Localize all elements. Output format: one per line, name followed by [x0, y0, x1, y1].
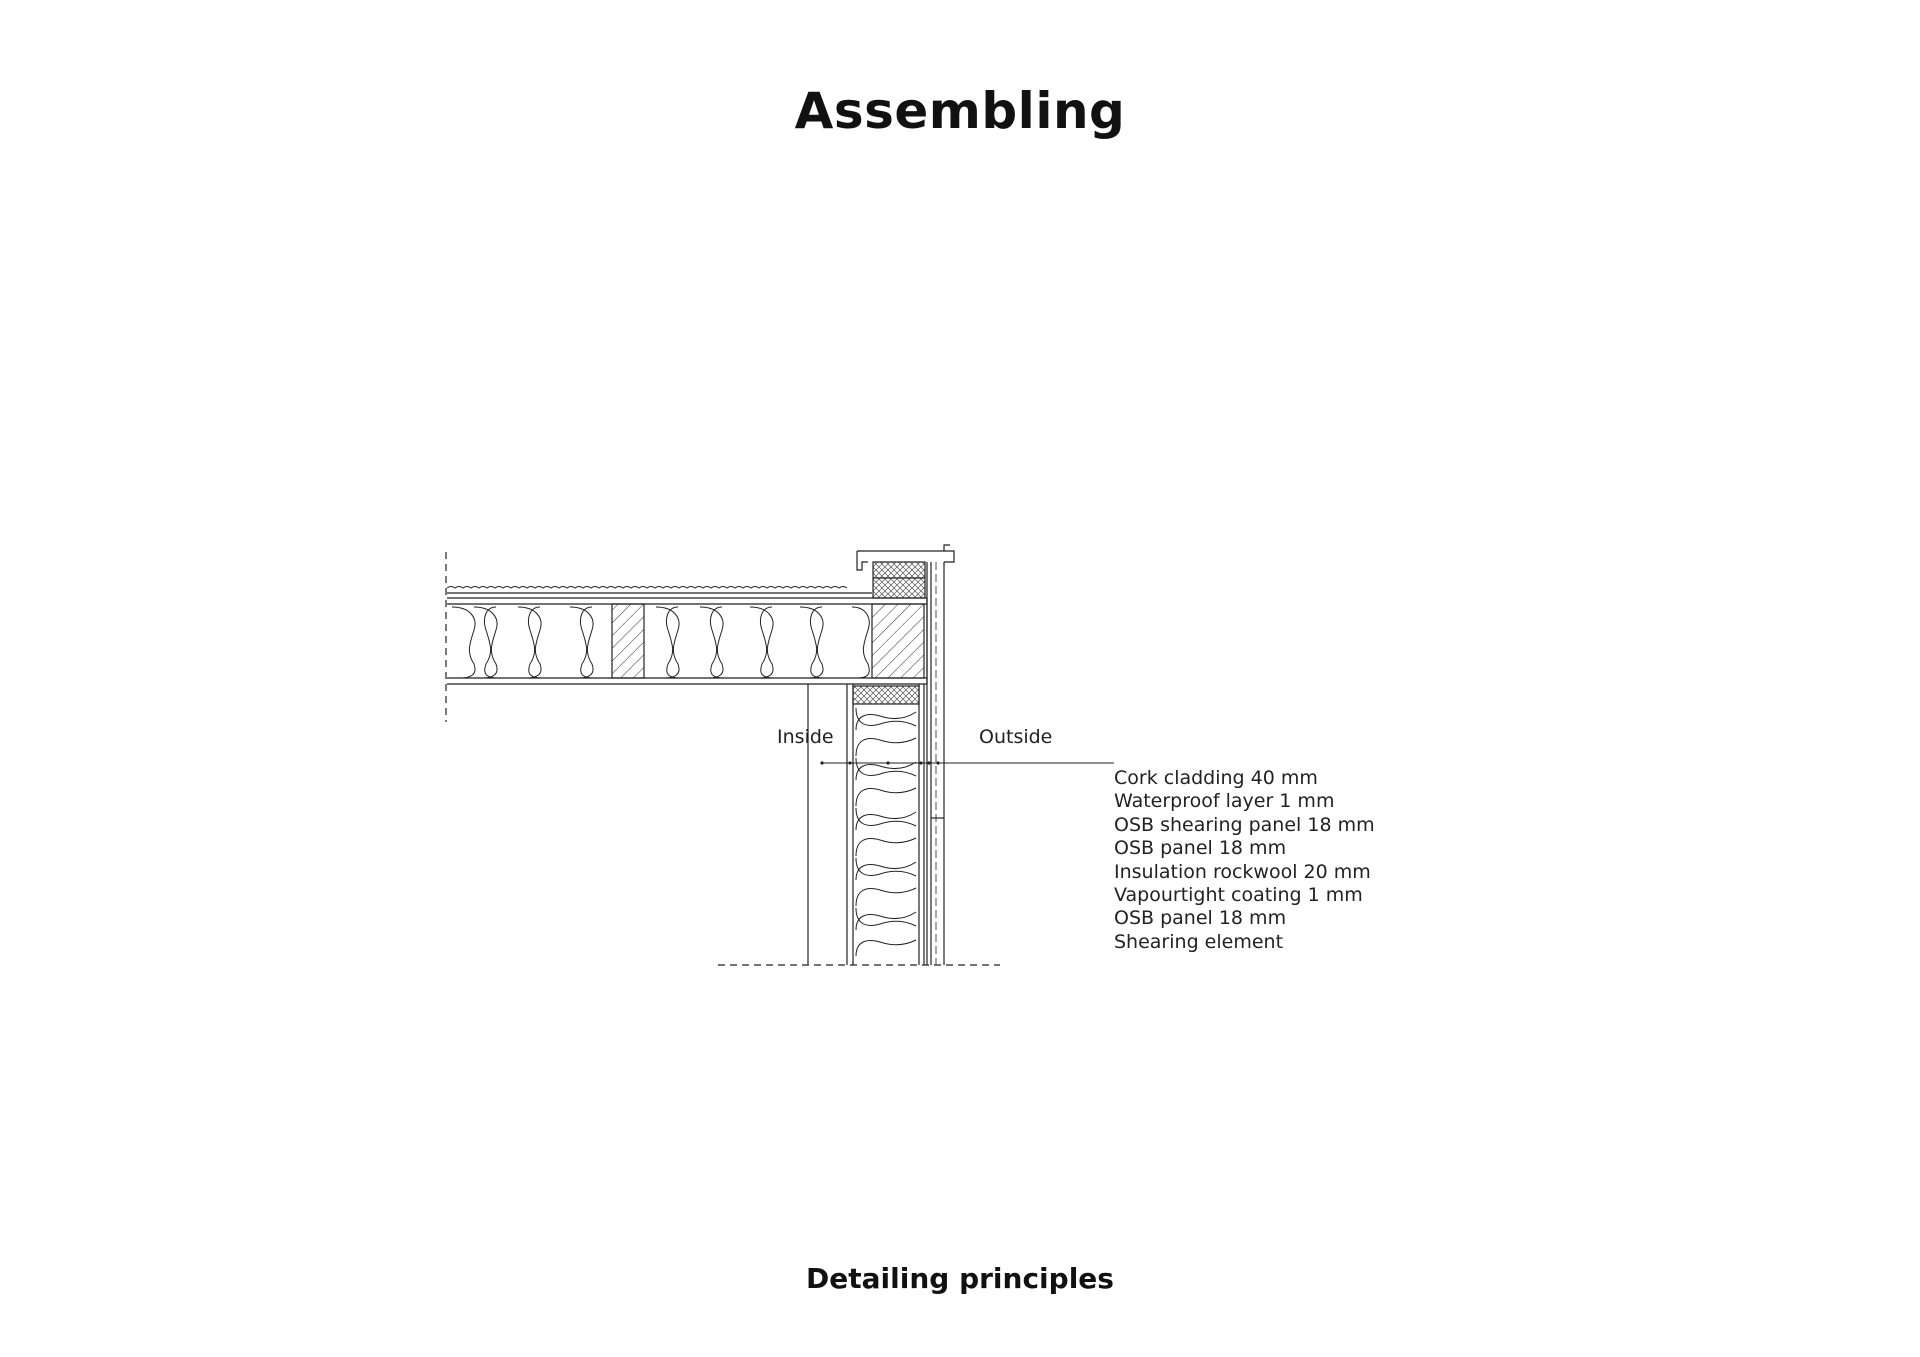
roof-insulation: [452, 607, 869, 678]
legend-item: OSB panel 18 mm: [1114, 837, 1287, 860]
roof-beam-2: [872, 604, 924, 678]
roof-panel: [447, 598, 927, 684]
outside-label: Outside: [979, 726, 1053, 748]
legend-item: Shearing element: [1114, 930, 1284, 953]
page-title: Assembling: [794, 81, 1126, 140]
legend-item: OSB panel 18 mm: [1114, 907, 1287, 930]
roof-beam-1: [612, 604, 644, 678]
legend-item: Vapourtight coating 1 mm: [1114, 884, 1363, 907]
inside-label: Inside: [777, 726, 834, 748]
legend-item: OSB shearing panel 18 mm: [1114, 813, 1375, 836]
layer-legend: [1114, 767, 1375, 954]
wall-insulation: [856, 708, 916, 956]
section-caption: Detailing principles: [806, 1262, 1114, 1295]
legend-item: Cork cladding 40 mm: [1114, 767, 1318, 789]
gravel-layer: [447, 587, 872, 594]
parapet-cap: [857, 545, 954, 598]
legend-item: Insulation rockwool 20 mm: [1114, 860, 1371, 883]
wall-top-plate: [853, 686, 919, 704]
legend-item: Waterproof layer 1 mm: [1114, 790, 1335, 813]
